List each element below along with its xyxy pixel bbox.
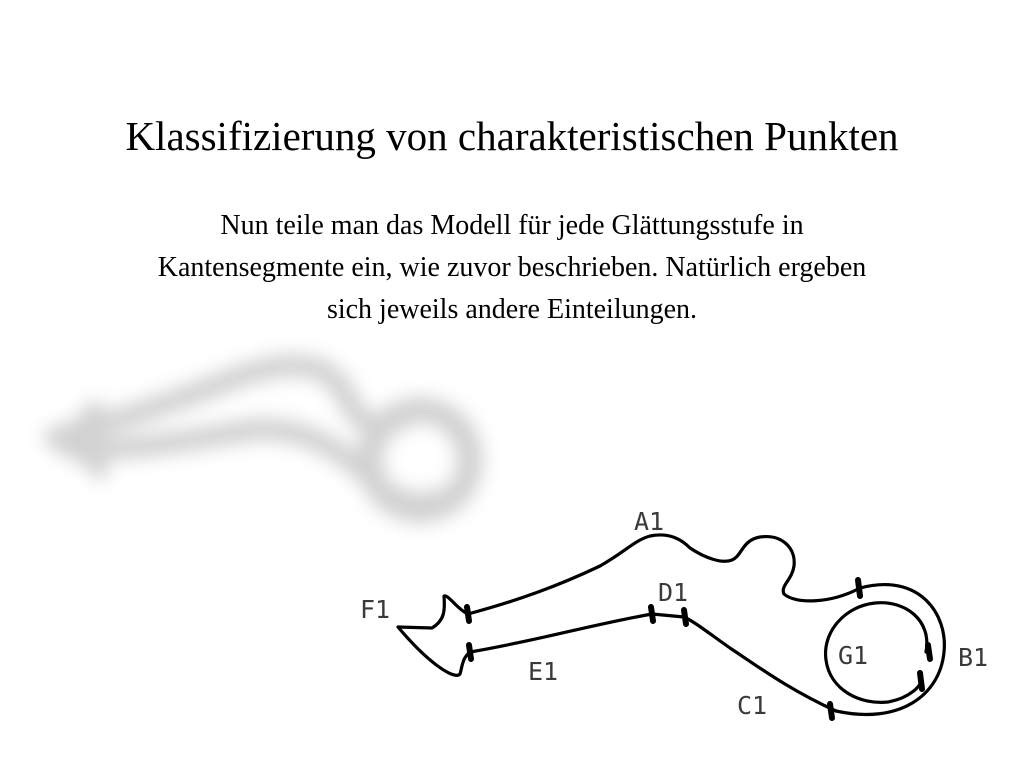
body-line-2: Kantensegmente ein, wie zuvor beschrieben. Natürlich ergeben: [157, 252, 867, 283]
marker-g1-end: [920, 673, 922, 689]
contour-lower-left: [470, 614, 652, 652]
marker-f1-bottom: [469, 645, 471, 659]
marker-b1-top: [858, 580, 860, 596]
blurred-model: [55, 365, 470, 510]
label-b1: B1: [958, 643, 989, 672]
marker-d1-right: [684, 610, 686, 624]
contour-tail: [398, 596, 470, 675]
marker-b1-right: [928, 645, 930, 659]
marker-d1-left: [651, 607, 653, 621]
marker-c1: [830, 704, 832, 718]
body-line-1: Nun teile man das Modell für jede Glättungsstufe in: [220, 210, 804, 241]
label-c1: C1: [737, 691, 768, 720]
slide-title: Klassifizierung von charakteristischen Punkten: [125, 113, 899, 159]
label-g1: G1: [838, 641, 869, 670]
label-f1: F1: [360, 595, 391, 624]
label-e1: E1: [528, 657, 559, 686]
marker-f1-top: [467, 607, 469, 621]
label-a1: A1: [634, 507, 665, 536]
body-line-3: sich jeweils andere Einteilungen.: [326, 294, 698, 325]
label-d1: D1: [658, 578, 689, 607]
main-contour: [398, 535, 944, 715]
